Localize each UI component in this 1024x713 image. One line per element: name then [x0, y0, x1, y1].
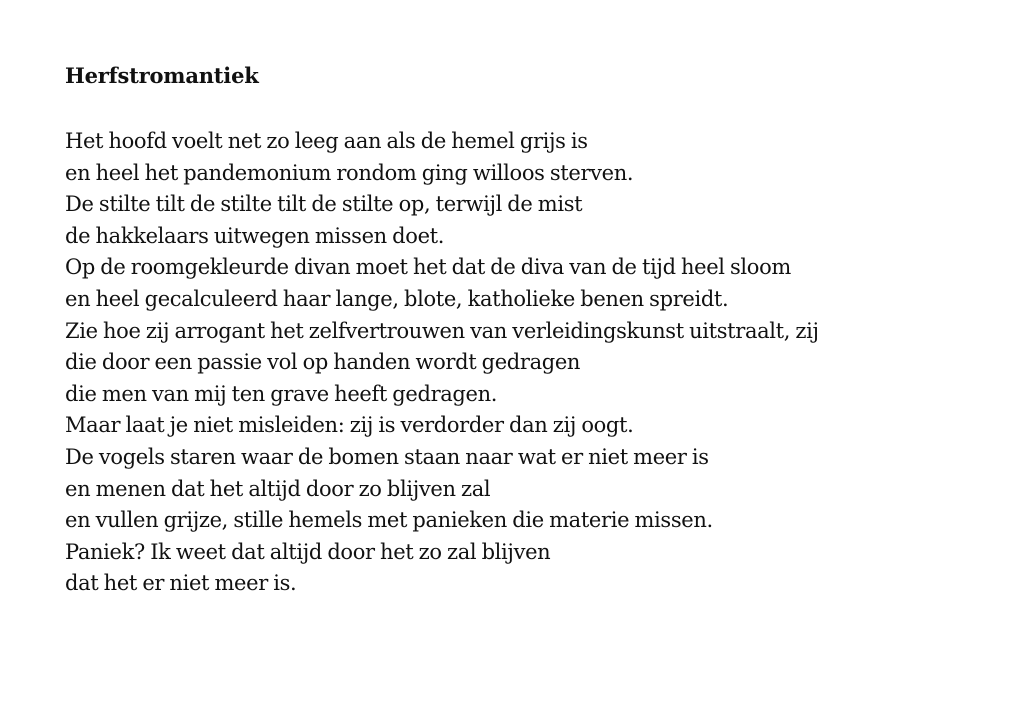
poem-line: Op de roomgekleurde divan moet het dat de diva van de tijd heel sloom: [65, 255, 791, 280]
poem-line: en vullen grijze, stille hemels met panieken die materie missen.: [65, 508, 713, 533]
poem-line: die men van mij ten grave heeft gedragen.: [65, 381, 498, 406]
poem-line: Zie hoe zij arrogant het zelfvertrouwen van verleidingskunst uitstraalt, zij: [65, 318, 819, 343]
poem-title: Herfstromantiek: [65, 63, 259, 88]
poem-line: Paniek? Ik weet dat altijd door het zo zal blijven: [65, 539, 551, 564]
poem: [65, 62, 995, 600]
poem-line: en heel gecalculeerd haar lange, blote, katholieke benen spreidt.: [65, 286, 729, 311]
poem-line: Maar laat je niet misleiden: zij is verdorder dan zij oogt.: [65, 413, 634, 438]
poem-line: Het hoofd voelt net zo leeg aan als de hemel grijs is: [65, 129, 588, 153]
poem-line: dat het er niet meer is.: [65, 571, 297, 596]
poem-line: en menen dat het altijd door zo blijven zal: [65, 476, 491, 501]
poem-line: De stilte tilt de stilte tilt de stilte op, terwijl de mist: [65, 192, 583, 217]
poem-line: die door een passie vol op handen wordt gedragen: [65, 350, 581, 375]
poem-line: de hakkelaars uitwegen missen doet.: [65, 223, 445, 248]
poem-line: en heel het pandemonium rondom ging willoos sterven.: [65, 160, 634, 185]
poem-body: [65, 126, 995, 600]
poem-line: De vogels staren waar de bomen staan naar wat er niet meer is: [65, 444, 709, 469]
